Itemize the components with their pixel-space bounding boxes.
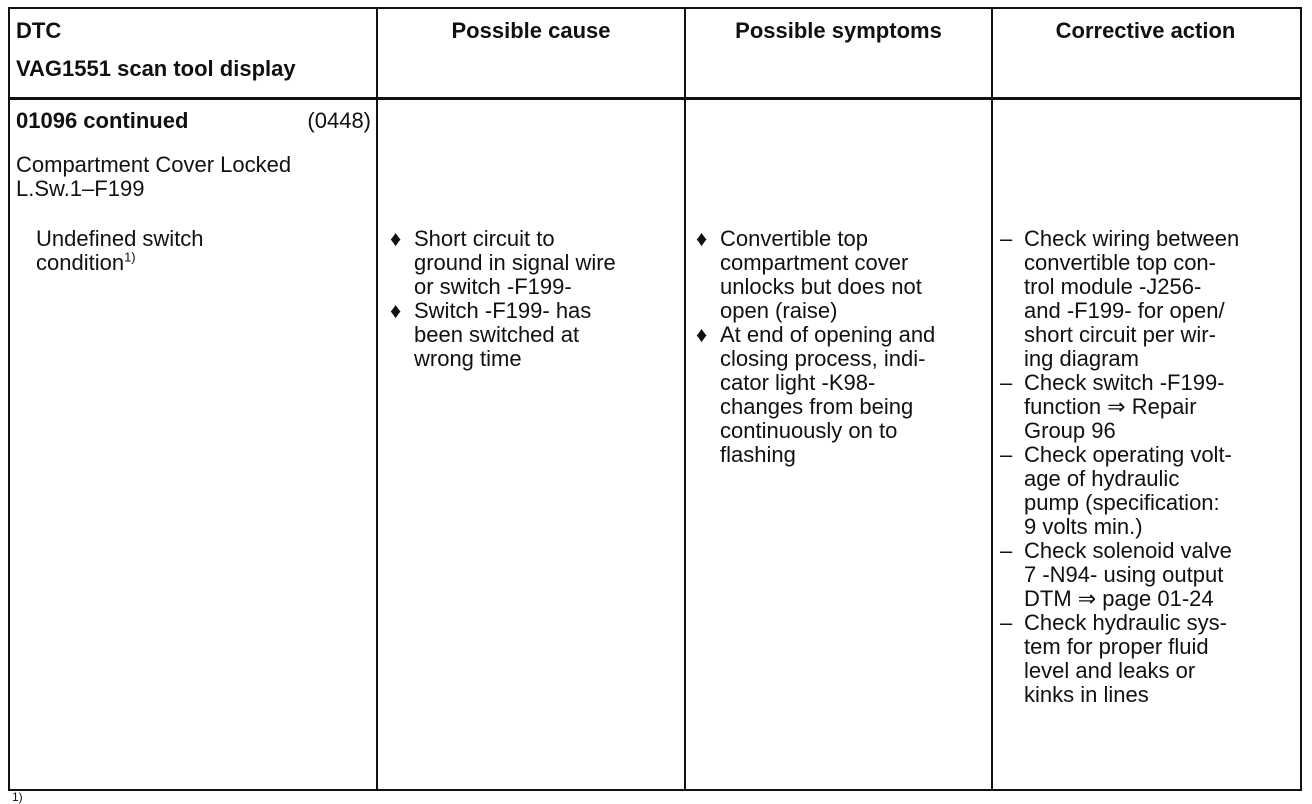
action-line: level and leaks or — [1024, 658, 1196, 683]
action-line: 9 volts min.) — [1024, 514, 1143, 539]
cause-line: or switch -F199- — [414, 274, 572, 299]
action-line: 7 -N94- using output — [1024, 562, 1224, 587]
cause-line: Switch -F199- has — [414, 298, 592, 323]
action-line: Check solenoid valve — [1024, 538, 1232, 563]
corrective-action-cell — [1000, 227, 1300, 707]
dash-icon: – — [1000, 442, 1013, 467]
header-possible-symptoms: Possible symptoms — [735, 18, 942, 43]
action-item — [1000, 371, 1300, 443]
dtc-code: 01096 continued — [16, 108, 189, 133]
header-possible-cause: Possible cause — [451, 18, 611, 43]
symptom-line: changes from being — [720, 394, 914, 419]
column-divider — [376, 9, 378, 789]
switch-condition-line1: Undefined switch — [36, 226, 204, 251]
dash-icon: – — [1000, 370, 1013, 395]
cause-item — [390, 299, 680, 371]
header-dtc-line2: VAG1551 scan tool display — [16, 56, 296, 81]
dtc-table — [8, 7, 1302, 791]
header-dtc — [16, 19, 371, 81]
action-line: Check operating volt- — [1024, 442, 1232, 467]
symptom-line: Convertible top — [720, 226, 868, 251]
action-line: ing diagram — [1024, 346, 1139, 371]
symptom-item — [696, 227, 988, 323]
action-line: age of hydraulic — [1024, 466, 1180, 491]
dtc-code-ref: (0448) — [307, 108, 371, 133]
action-item — [1000, 443, 1300, 539]
action-line: pump (specification: — [1024, 490, 1220, 515]
action-line: convertible top con- — [1024, 250, 1216, 275]
action-line: DTM ⇒ page 01-24 — [1024, 586, 1214, 611]
cause-item — [390, 227, 680, 299]
column-divider — [684, 9, 686, 789]
action-line: kinks in lines — [1024, 682, 1149, 707]
cause-line: been switched at — [414, 322, 580, 347]
cause-line: wrong time — [414, 346, 522, 371]
action-line: Check hydraulic sys- — [1024, 610, 1227, 635]
possible-cause-cell — [390, 227, 680, 371]
dtc-cell — [16, 109, 371, 275]
component-name-line2: L.Sw.1–F199 — [16, 176, 145, 201]
action-line: and -F199- for open/ — [1024, 298, 1225, 323]
symptom-list — [696, 227, 988, 467]
action-line: Check switch -F199- — [1024, 370, 1225, 395]
bullet-icon: ♦ — [696, 322, 708, 347]
symptom-line: At end of opening and — [720, 322, 936, 347]
action-item — [1000, 539, 1300, 611]
column-divider — [991, 9, 993, 789]
header-corrective-action: Corrective action — [1055, 18, 1236, 43]
switch-condition-line2: condition — [36, 250, 125, 275]
symptom-line: flashing — [720, 442, 796, 467]
dash-icon: – — [1000, 610, 1013, 635]
action-line: function ⇒ Repair — [1024, 394, 1197, 419]
symptom-line: open (raise) — [720, 298, 838, 323]
action-line: trol module -J256- — [1024, 274, 1202, 299]
symptom-line: cator light -K98- — [720, 370, 876, 395]
symptom-line: unlocks but does not — [720, 274, 922, 299]
symptom-line: closing process, indi- — [720, 346, 926, 371]
dash-icon: – — [1000, 226, 1013, 251]
action-item — [1000, 611, 1300, 707]
bullet-icon: ♦ — [390, 298, 402, 323]
footnote-reference: 1) — [124, 249, 136, 265]
action-line: short circuit per wir- — [1024, 322, 1216, 347]
action-line: Group 96 — [1024, 418, 1116, 443]
dtc-code-line — [16, 109, 371, 133]
action-list — [1000, 227, 1300, 707]
symptom-line: continuously on to — [720, 418, 898, 443]
dash-icon: – — [1000, 538, 1013, 563]
symptom-item — [696, 323, 988, 467]
footnote-mark: 1) — [12, 790, 23, 804]
action-line: tem for proper fluid — [1024, 634, 1209, 659]
header-dtc-line1: DTC — [16, 18, 62, 43]
cause-line: ground in signal wire — [414, 250, 616, 275]
switch-condition — [16, 227, 371, 275]
cause-list — [390, 227, 680, 371]
header-divider — [10, 97, 1300, 100]
bullet-icon: ♦ — [696, 226, 708, 251]
action-line: Check wiring between — [1024, 226, 1240, 251]
component-name-line1: Compartment Cover Locked — [16, 152, 292, 177]
cause-line: Short circuit to — [414, 226, 555, 251]
action-item — [1000, 227, 1300, 371]
symptom-line: compartment cover — [720, 250, 909, 275]
bullet-icon: ♦ — [390, 226, 402, 251]
possible-symptoms-cell — [696, 227, 988, 467]
